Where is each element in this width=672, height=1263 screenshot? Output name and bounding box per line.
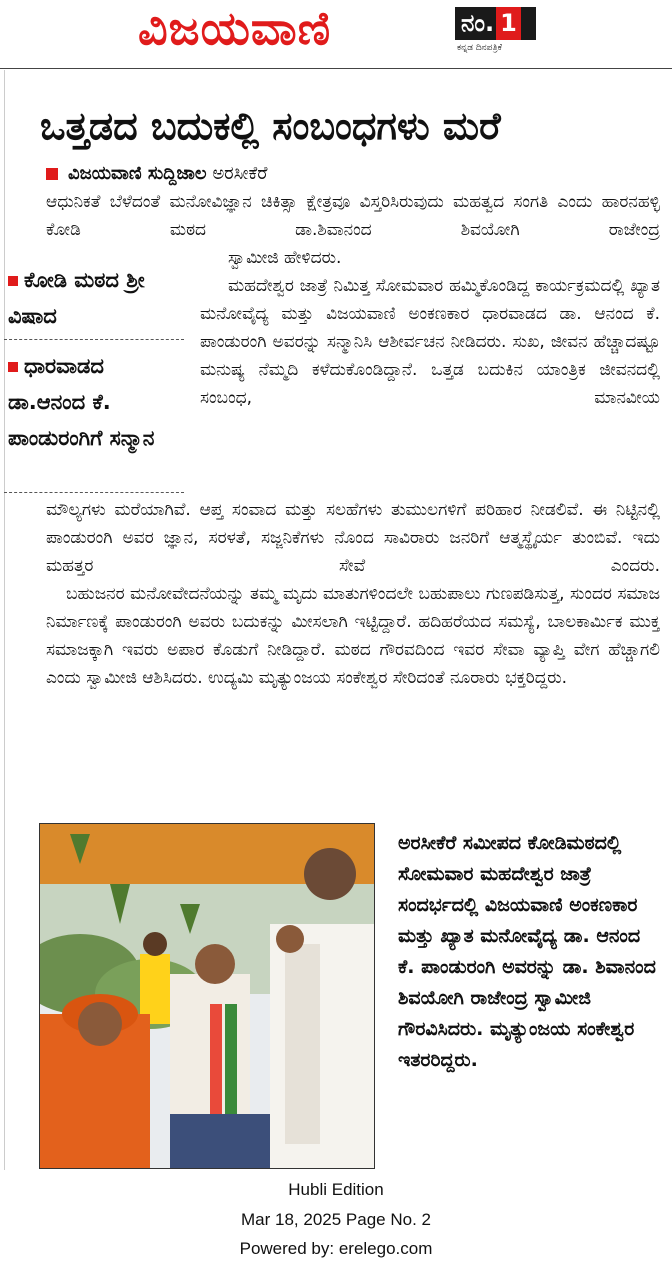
sidebar-divider: [4, 339, 184, 340]
edition-label: Hubli Edition: [288, 1180, 384, 1199]
paragraph-1-end: ಸ್ವಾಮೀಜಿ ಹೇಳಿದರು.: [228, 248, 342, 268]
sidebar-text-1: ಕೋಡಿ ಮಠದ ಶ್ರೀ ವಿಷಾದ: [8, 268, 145, 328]
event-photo-illustration: [40, 824, 374, 1168]
paragraph-3: ಬಹುಜನರ ಮನೋವೇದನೆಯನ್ನು ತಮ್ಮ ಮೃದು ಮಾತುಗಳಿಂದಲೇ ಬಹುಪಾಲು ಗುಣಪಡಿಸುತ್ತ, ಸುಂದರ ಸಮಾಜ ನಿರ್ಮಾಣಕ್ಕೆ ಪಾಂಡುರಂಗಿ ಅವರು ಬದುಕನ್ನು ಮೀಸಲಾಗಿ ಇಟ್ಟಿದ್ದಾರೆ. ಹದಿಹರೆಯದ ಸಮಸ್ಯೆ, ಬಾಲಕಾರ್ಮಿಕ ಮುಕ್ತ ಸಮಾಜಕ್ಕಾಗಿ ಇವರು ಅಪಾರ ಕೊಡುಗೆ ನೀಡಿದ್ದಾರೆ. ಮಠದ ಗೌರವದಿಂದ ಇವರ ಸೇವಾ ವ್ಯಾಪ್ತಿ ವೇಗ ಹೆಚ್ಚಾಗಲಿ ಎಂದು ಸ್ವಾಮೀಜಿ ಆಶಿಸಿದರು. ಉದ್ಯಮಿ ಮೃತ್ಯುಂಜಯ ಸಂಕೇಶ್ವರ ಸೇರಿದಂತೆ ನೂರಾರು ಭಕ್ತರಿದ್ದರು.: [46, 584, 660, 688]
paragraph-2: ಮಹದೇಶ್ವರ ಜಾತ್ರೆ ನಿಮಿತ್ತ ಸೋಮವಾರ ಹಮ್ಮಿಕೊಂಡಿದ್ದ ಕಾರ್ಯಕ್ರಮದಲ್ಲಿ ಖ್ಯಾತ ಮನೋವೈದ್ಯ ಮತ್ತು ವಿಜಯವಾಣಿ ಅಂಕಣಕಾರ ಧಾರವಾಡದ ಡಾ. ಆನಂದ ಕೆ. ಪಾಂಡುರಂಗಿ ಅವರನ್ನು ಸನ್ಮಾನಿಸಿ ಆಶೀರ್ವಚನ ನೀಡಿದರು. ಸುಖ, ಜೀವನ ಹೆಚ್ಚಾದಷ್ಟೂ ಮನುಷ್ಯ ನೆಮ್ಮದಿ ಕಳೆದುಕೊಂಡಿದ್ದಾನೆ. ಒತ್ತಡ ಬದುಕಿನ ಯಾಂತ್ರಿಕ ಜೀವನದಲ್ಲಿ ಸಂಬಂಧ, ಮಾನವೀಯ: [200, 276, 660, 408]
sidebar-text-2: ಧಾರವಾಡದ ಡಾ.ಆನಂದ ಕೆ. ಪಾಂಡುರಂಗಿಗೆ ಸನ್ಮಾನ: [8, 354, 155, 450]
column-rule: [4, 70, 5, 1170]
bureau-name: ವಿಜಯವಾಣಿ ಸುದ್ದಿಜಾಲ: [68, 163, 207, 184]
red-square-icon: [8, 362, 18, 372]
masthead-divider: [0, 68, 672, 69]
powered-by-label: Powered by: erelego.com: [239, 1239, 433, 1258]
byline: [46, 160, 268, 188]
event-photo: [39, 823, 375, 1169]
red-square-icon: [8, 276, 18, 286]
badge-prefix: ನಂ.: [461, 9, 495, 37]
date-page-label: Mar 18, 2025 Page No. 2: [241, 1210, 431, 1229]
newspaper-logo: ವಿಜಯವಾಣಿ: [138, 1, 332, 55]
article-headline: ಒತ್ತಡದ ಬದುಕಲ್ಲಿ ಸಂಬಂಧಗಳು ಮರೆ: [40, 104, 501, 148]
bureau-place: ಅರಸೀಕೆರೆ: [212, 163, 268, 184]
paragraph-1: ಆಧುನಿಕತೆ ಬೆಳೆದಂತೆ ಮನೋವಿಜ್ಞಾನ ಚಿಕಿತ್ಸಾ ಕ್ಷೇತ್ರವೂ ವಿಸ್ತರಿಸಿರುವುದು ಮಹತ್ವದ ಸಂಗತಿ ಎಂದು ಹಾರನಹಳ್ಳಿ ಕೋಡಿ ಮಠದ ಡಾ.ಶಿವಾನಂದ ಶಿವಯೋಗಿ ರಾಜೇಂದ್ರ: [46, 192, 660, 240]
masthead: [0, 0, 672, 70]
number-one-badge: [455, 7, 536, 40]
sidebar-highlight-1: [8, 262, 183, 334]
photo-caption: ಅರಸೀಕೆರೆ ಸಮೀಪದ ಕೋಡಿಮಠದಲ್ಲಿ ಸೋಮವಾರ ಮಹದೇಶ್ವರ ಜಾತ್ರೆ ಸಂದರ್ಭದಲ್ಲಿ ವಿಜಯವಾಣಿ ಅಂಕಣಕಾರ ಮತ್ತು ಖ್ಯಾತ ಮನೋವೈದ್ಯ ಡಾ. ಆನಂದ ಕೆ. ಪಾಂಡುರಂಗಿ ಅವರನ್ನು ಡಾ. ಶಿವಾನಂದ ಶಿವಯೋಗಿ ರಾಜೇಂದ್ರ ಸ್ವಾಮೀಜಿ ಗೌರವಿಸಿದರು. ಮೃತ್ಯುಂಜಯ ಸಂಕೇಶ್ವರ ಇತರರಿದ್ದರು.: [398, 832, 656, 1071]
paragraph-2-cont: ಮೌಲ್ಯಗಳು ಮರೆಯಾಗಿವೆ. ಆಪ್ತ ಸಂವಾದ ಮತ್ತು ಸಲಹೆಗಳು ತುಮುಲಗಳಿಗೆ ಪರಿಹಾರ ನೀಡಲಿವೆ. ಈ ನಿಟ್ಟಿನಲ್ಲಿ ಪಾಂಡುರಂಗಿ ಅವರ ಜ್ಞಾನ, ಸರಳತೆ, ಸಜ್ಜನಿಕೆಗಳು ನೊಂದ ಸಾವಿರಾರು ಜನರಿಗೆ ಆತ್ಮಸ್ಥೈರ್ಯ ತುಂಬಿವೆ. ಇದು ಮಹತ್ತರ ಸೇವೆ ಎಂದರು.: [46, 500, 660, 576]
sidebar-highlight-2: [8, 348, 183, 456]
badge-number: 1: [496, 7, 521, 40]
red-square-icon: [46, 168, 58, 180]
tagline: ಕನ್ನಡ ದಿನಪತ್ರಿಕೆ: [457, 43, 503, 53]
sidebar-divider: [4, 492, 184, 493]
